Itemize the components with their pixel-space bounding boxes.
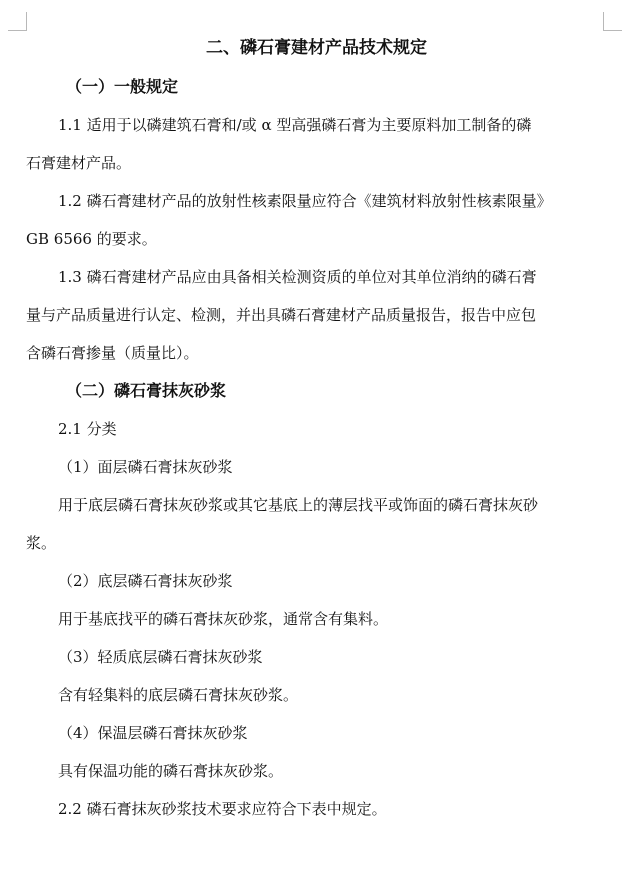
category-1-desc-line-1: 用于底层磷石膏抹灰砂浆或其它基底上的薄层找平或饰面的磷石膏抹灰砂	[58, 496, 539, 514]
paragraph-1-1-line-2: 石膏建材产品。	[26, 154, 132, 172]
paragraph-1-1-line-1: 1.1 适用于以磷建筑石膏和/或 α 型高强磷石膏为主要原料加工制备的磷	[58, 116, 532, 134]
subsection-2-2: 2.2 磷石膏抹灰砂浆技术要求应符合下表中规定。	[58, 800, 387, 818]
crop-mark-right	[603, 12, 622, 31]
subsection-2-1: 2.1 分类	[58, 420, 117, 438]
category-4-desc: 具有保温功能的磷石膏抹灰砂浆。	[58, 762, 284, 780]
paragraph-1-2-line-1: 1.2 磷石膏建材产品的放射性核素限量应符合《建筑材料放射性核素限量》	[58, 192, 552, 210]
category-3-desc: 含有轻集料的底层磷石膏抹灰砂浆。	[58, 686, 299, 704]
crop-mark-left	[8, 12, 27, 31]
category-1-desc-line-2: 浆。	[26, 534, 57, 552]
category-2-heading: （2）底层磷石膏抹灰砂浆	[58, 572, 233, 590]
document-title: 二、磷石膏建材产品技术规定	[206, 38, 427, 58]
paragraph-1-3-line-3: 含磷石膏掺量（质量比）。	[26, 344, 199, 362]
category-1-heading: （1）面层磷石膏抹灰砂浆	[58, 458, 233, 476]
category-3-heading: （3）轻质底层磷石膏抹灰砂浆	[58, 648, 263, 666]
category-2-desc: 用于基底找平的磷石膏抹灰砂浆，通常含有集料。	[58, 610, 389, 628]
paragraph-1-3-line-1: 1.3 磷石膏建材产品应由具备相关检测资质的单位对其单位消纳的磷石膏	[58, 268, 537, 286]
paragraph-1-3-line-2: 量与产品质量进行认定、检测，并出具磷石膏建材产品质量报告，报告中应包	[26, 306, 537, 324]
category-4-heading: （4）保温层磷石膏抹灰砂浆	[58, 724, 248, 742]
section-heading-plaster-mortar: （二）磷石膏抹灰砂浆	[66, 381, 227, 400]
section-heading-general: （一）一般规定	[66, 77, 179, 96]
paragraph-1-2-line-2: GB 6566 的要求。	[26, 230, 157, 248]
